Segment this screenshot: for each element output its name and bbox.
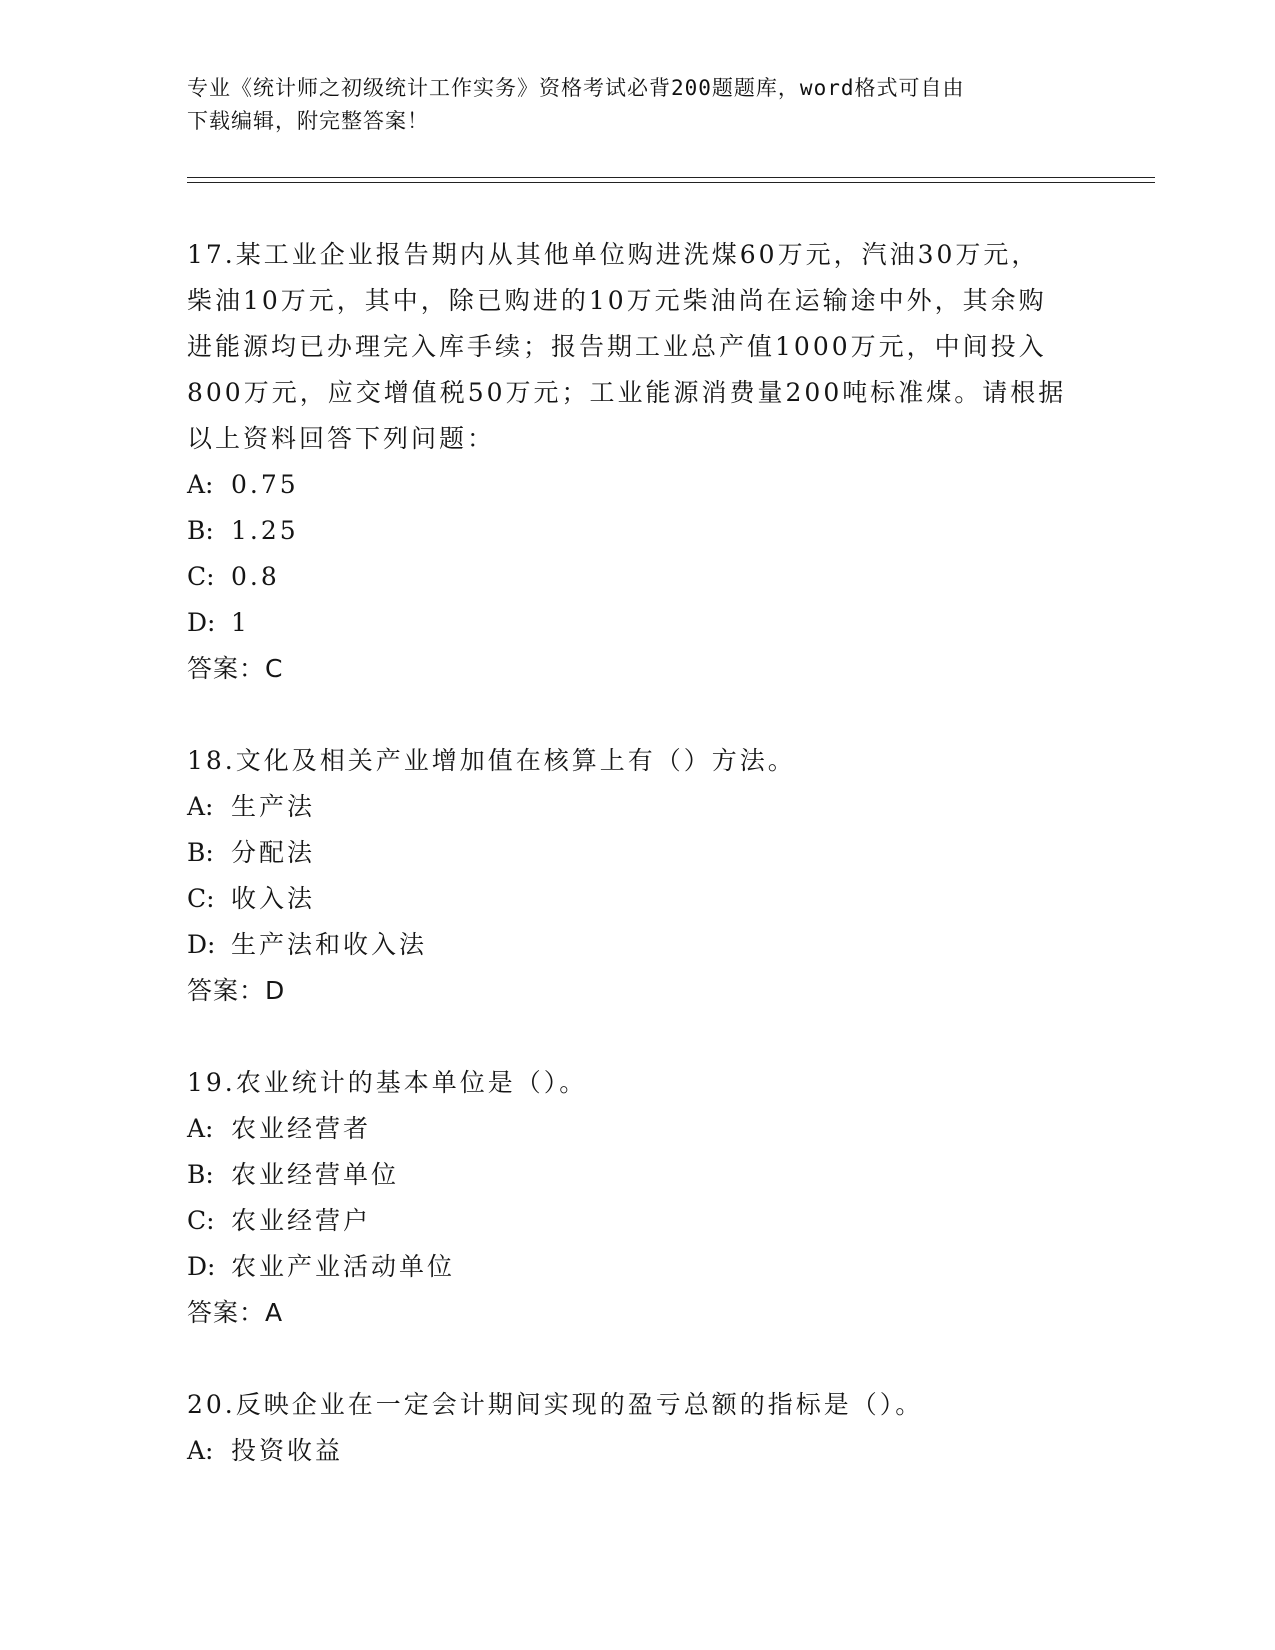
- option-b: [187, 1152, 1067, 1198]
- question-20: [187, 1382, 1067, 1474]
- option-key: C:: [187, 1206, 215, 1235]
- header-divider-bottom: [187, 182, 1155, 183]
- option-c: [187, 876, 1067, 922]
- option-value: 1: [231, 608, 250, 637]
- option-value: 0.75: [231, 470, 299, 499]
- question-list: [187, 232, 1067, 1474]
- option-value: 生产法: [231, 792, 316, 821]
- option-value: 收入法: [231, 884, 316, 913]
- option-c: [187, 1198, 1067, 1244]
- option-value: 生产法和收入法: [231, 930, 428, 959]
- option-d: [187, 1244, 1067, 1290]
- option-d: [187, 600, 1067, 646]
- option-value: 0.8: [231, 562, 280, 591]
- option-key: D:: [187, 1252, 216, 1281]
- question-text: 17.某工业企业报告期内从其他单位购进洗煤60万元，汽油30万元，柴油10万元，其中，除已购进的10万元柴油尚在运输途中外，其余购进能源均已办理完入库手续；报告期工业总产值1000万元，中间投入800万元，应交增值税50万元；工业能源消费量200吨标准煤。请根据以上资料回答下列问题：: [187, 240, 1067, 453]
- question-spacer: [187, 1014, 1067, 1060]
- option-key: A:: [187, 792, 214, 821]
- option-a: [187, 784, 1067, 830]
- answer-label: 答案：D: [187, 976, 286, 1005]
- option-key: D:: [187, 930, 216, 959]
- answer-label: 答案：C: [187, 654, 284, 683]
- question-spacer: [187, 692, 1067, 738]
- header-divider-top: [187, 177, 1155, 178]
- option-key: B:: [187, 516, 214, 545]
- option-a: [187, 1428, 1067, 1474]
- option-key: C:: [187, 884, 215, 913]
- option-d: [187, 922, 1067, 968]
- answer-label: 答案：A: [187, 1298, 284, 1327]
- question-text: 20.反映企业在一定会计期间实现的盈亏总额的指标是（）。: [187, 1390, 924, 1419]
- option-value: 投资收益: [231, 1436, 344, 1465]
- option-value: 农业经营户: [231, 1206, 372, 1235]
- option-key: A:: [187, 1114, 214, 1143]
- option-key: B:: [187, 838, 214, 867]
- question-18: [187, 738, 1067, 1014]
- header-line-1: 专业《统计师之初级统计工作实务》资格考试必背200题题库，word格式可自由: [187, 76, 965, 100]
- option-a: [187, 1106, 1067, 1152]
- question-text: 18.文化及相关产业增加值在核算上有（）方法。: [187, 746, 796, 775]
- option-key: A:: [187, 470, 214, 499]
- option-value: 1.25: [231, 516, 299, 545]
- question-spacer: [187, 1336, 1067, 1382]
- option-b: [187, 830, 1067, 876]
- document-header: [187, 72, 1087, 138]
- question-text: 19.农业统计的基本单位是（）。: [187, 1068, 588, 1097]
- option-key: A:: [187, 1436, 214, 1465]
- option-c: [187, 554, 1067, 600]
- header-line-2: 下载编辑，附完整答案！: [187, 109, 429, 133]
- option-value: 分配法: [231, 838, 316, 867]
- question-17: [187, 232, 1067, 692]
- option-value: 农业经营者: [231, 1114, 372, 1143]
- option-value: 农业经营单位: [231, 1160, 400, 1189]
- option-key: C:: [187, 562, 215, 591]
- question-19: [187, 1060, 1067, 1336]
- option-key: B:: [187, 1160, 214, 1189]
- option-value: 农业产业活动单位: [231, 1252, 456, 1281]
- option-a: [187, 462, 1067, 508]
- option-b: [187, 508, 1067, 554]
- option-key: D:: [187, 608, 216, 637]
